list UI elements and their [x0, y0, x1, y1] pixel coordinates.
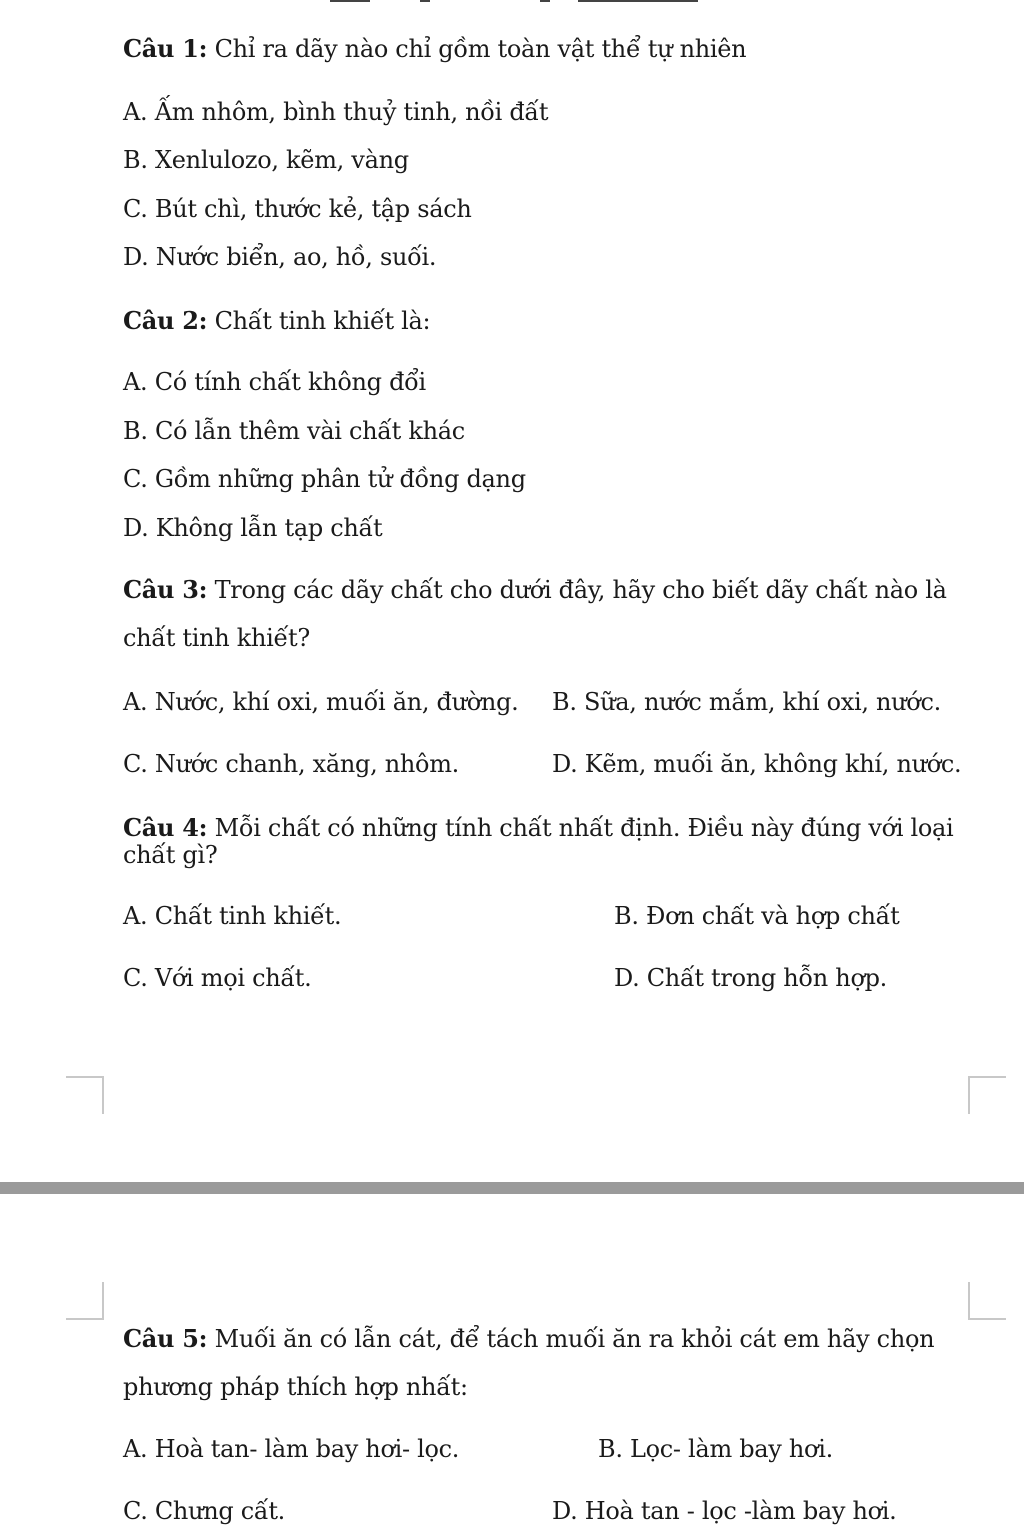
question-2-label: Câu 2: [123, 306, 208, 335]
question-5-label: Câu 5: [123, 1324, 208, 1353]
question-1-option-a: A. Ấm nhôm, bình thuỷ tinh, nồi đất [123, 98, 549, 126]
question-1-text: Chỉ ra dãy nào chỉ gồm toàn vật thể tự nhiên [214, 35, 747, 63]
question-4-option-b: B. Đơn chất và hợp chất [614, 902, 900, 930]
question-4 [123, 815, 953, 841]
question-4-option-c: C. Với mọi chất. [123, 964, 312, 992]
question-5-text-line1: Muối ăn có lẫn cát, để tách muối ăn ra khỏi cát em hãy chọn [214, 1325, 935, 1353]
question-5 [123, 1326, 934, 1352]
question-4-option-a: A. Chất tinh khiết. [123, 902, 342, 930]
question-2-option-c: C. Gồm những phân tử đồng dạng [123, 465, 526, 493]
question-5-option-d: D. Hoà tan - lọc -làm bay hơi. [552, 1497, 897, 1525]
question-4-label: Câu 4: [123, 813, 208, 842]
question-1-option-d: D. Nước biển, ao, hồ, suối. [123, 243, 437, 271]
page-corner-mark-right [968, 1282, 1006, 1320]
top-cutoff-text [0, 0, 1024, 4]
question-1-option-c: C. Bút chì, thước kẻ, tập sách [123, 195, 472, 223]
question-3-text-line1: Trong các dãy chất cho dưới đây, hãy cho biết dãy chất nào là [214, 576, 947, 604]
question-3-option-b: B. Sữa, nước mắm, khí oxi, nước. [552, 688, 941, 716]
question-2-option-d: D. Không lẫn tạp chất [123, 514, 383, 542]
question-4-text-line2: chất gì? [123, 841, 218, 869]
page-separator [0, 1182, 1024, 1194]
question-5-option-a: A. Hoà tan- làm bay hơi- lọc. [123, 1435, 460, 1463]
question-5-option-c: C. Chưng cất. [123, 1497, 286, 1525]
question-3-label: Câu 3: [123, 575, 208, 604]
question-1-option-b: B. Xenlulozo, kẽm, vàng [123, 146, 409, 174]
question-5-text-line2: phương pháp thích hợp nhất: [123, 1373, 468, 1401]
document-page-2 [0, 1194, 1024, 1533]
question-2 [123, 308, 430, 334]
question-2-option-b: B. Có lẫn thêm vài chất khác [123, 417, 465, 445]
question-3-option-a: A. Nước, khí oxi, muối ăn, đường. [123, 688, 519, 716]
question-1-label: Câu 1: [123, 34, 208, 63]
question-2-option-a: A. Có tính chất không đổi [123, 368, 426, 396]
question-1 [123, 36, 746, 62]
question-4-text-line1: Mỗi chất có những tính chất nhất định. Điều này đúng với loại [214, 814, 954, 842]
question-4-option-d: D. Chất trong hỗn hợp. [614, 964, 887, 992]
page-corner-mark-right [968, 1076, 1006, 1114]
question-5-option-b: B. Lọc- làm bay hơi. [598, 1435, 833, 1463]
question-3 [123, 577, 947, 603]
page-corner-mark-left [66, 1282, 104, 1320]
question-2-text: Chất tinh khiết là: [214, 307, 431, 335]
question-3-option-c: C. Nước chanh, xăng, nhôm. [123, 750, 459, 778]
page-corner-mark-left [66, 1076, 104, 1114]
question-3-option-d: D. Kẽm, muối ăn, không khí, nước. [552, 750, 962, 778]
question-3-text-line2: chất tinh khiết? [123, 624, 310, 652]
